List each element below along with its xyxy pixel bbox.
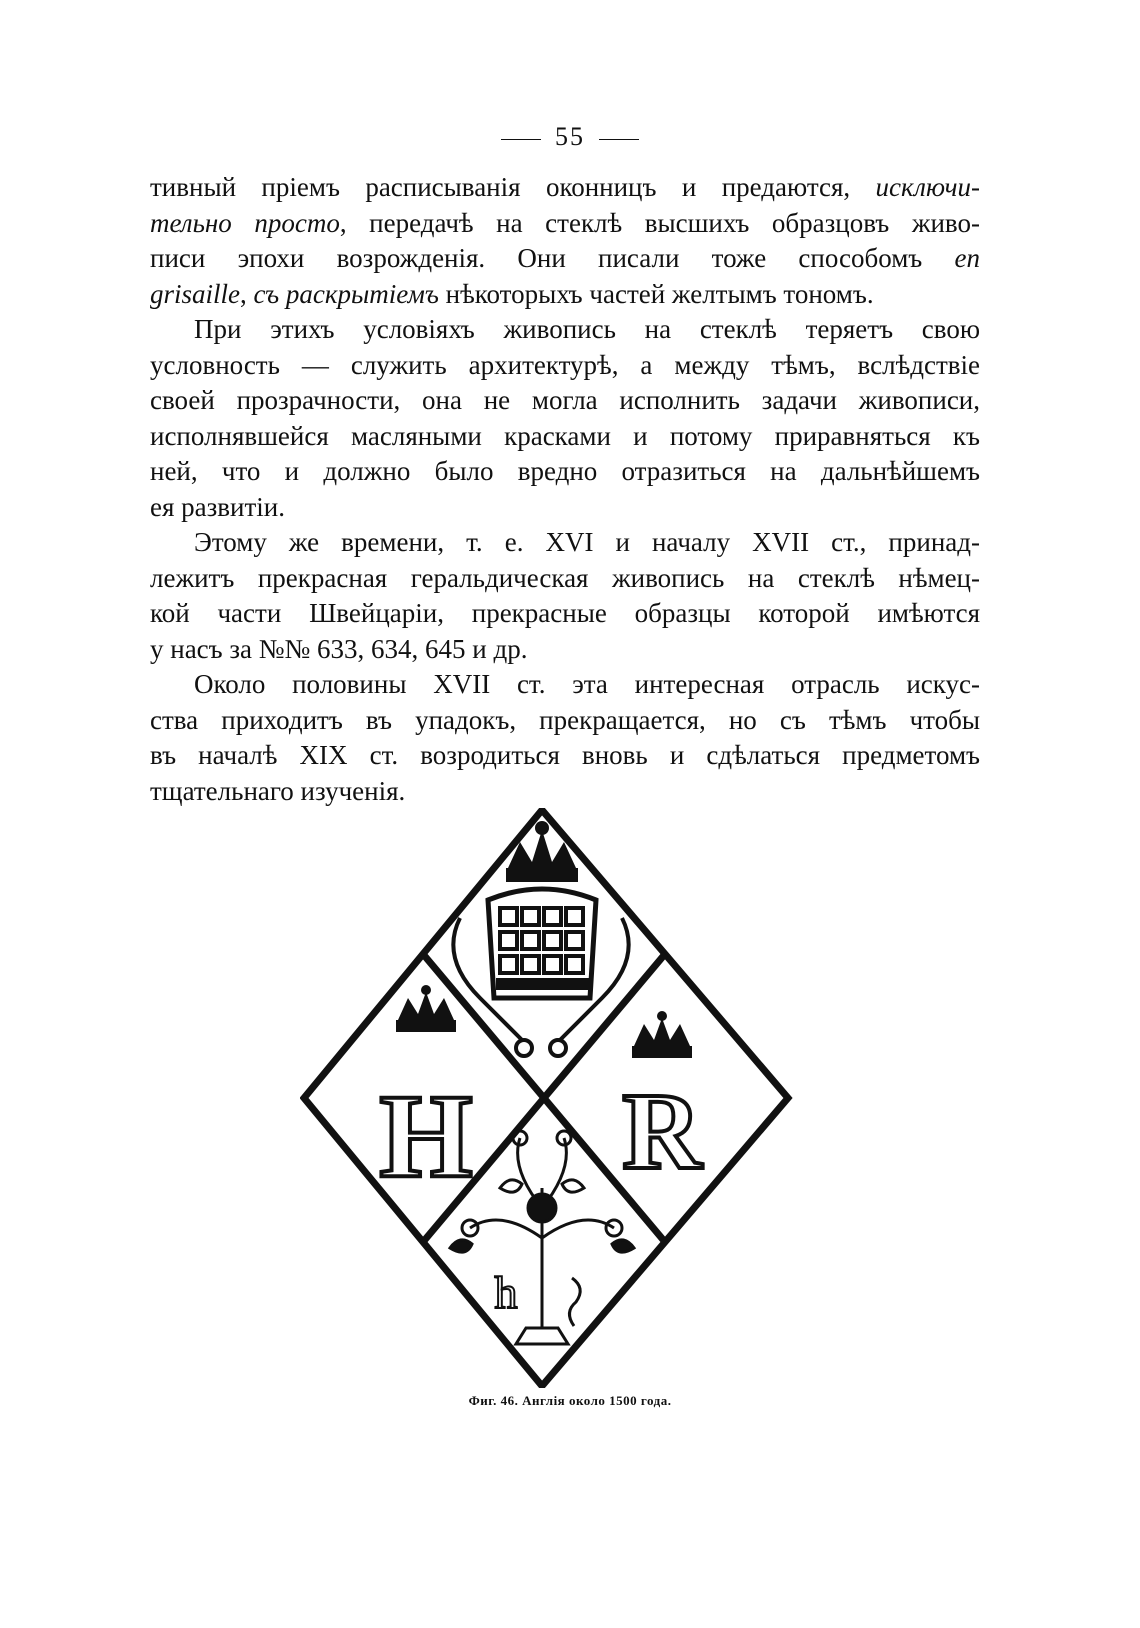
text-line [150, 525, 980, 561]
text-line [150, 241, 980, 277]
text-run: en [954, 243, 980, 273]
text-run: въ началѣ XIX ст. возродиться вновь и сдѣлаться предметомъ [150, 740, 980, 770]
text-run: тщательнаго изученія. [150, 775, 406, 806]
stained-glass-figure [300, 808, 840, 1388]
figure-caption: Фиг. 46. Англія около 1500 года. [468, 1393, 672, 1408]
text-run: съ раскрытіемъ [253, 278, 439, 309]
text-line [150, 561, 980, 597]
text-run: условность — служить архитектурѣ, а между тѣмъ, вслѣдствіе [150, 349, 980, 380]
text-run: нѣкоторыхъ частей желтымъ тономъ. [438, 278, 874, 309]
text-run: тивный пріемъ расписыванія оконницъ и предаются, [150, 172, 876, 202]
page-number-dash-left [501, 139, 541, 140]
text-line [150, 383, 980, 419]
text-line [150, 632, 980, 668]
text-line [150, 596, 980, 632]
letter-bottom: h [494, 1267, 518, 1318]
text-line [150, 703, 980, 739]
text-line [150, 774, 980, 810]
text-run: ства приходитъ въ упадокъ, прекращается, но съ тѣмъ чтобы [150, 704, 980, 735]
text-run: ея развитіи. [150, 491, 285, 522]
letter-right: R [622, 1070, 702, 1192]
text-line [150, 490, 980, 526]
text-line [150, 348, 980, 384]
page-number-dash-right [599, 139, 639, 140]
letter-left: H [379, 1069, 473, 1202]
text-line [150, 454, 980, 490]
text-run: своей прозрачности, она не могла исполнить задачи живописи, [150, 385, 980, 415]
text-line [150, 170, 980, 206]
text-run: grisaille [150, 278, 241, 309]
text-run: ней, что и должно было вредно отразиться на дальнѣйшемъ [150, 456, 980, 486]
text-run: , [240, 278, 254, 309]
text-line [150, 277, 980, 313]
paragraph [150, 170, 980, 312]
crown-letter-r-emblem [622, 1011, 703, 1192]
paragraph [150, 525, 980, 667]
text-line [150, 419, 980, 455]
text-run: писи эпохи возрожденія. Они писали тоже способомъ [150, 243, 955, 273]
page-number: 55 [0, 122, 1140, 152]
text-run: тельно просто [150, 207, 340, 238]
body-text [150, 170, 980, 809]
text-run: исключи- [875, 172, 980, 202]
text-run: у насъ за №№ 633, 634, 645 и др. [150, 633, 528, 664]
text-run: исполнявшейся масляными красками и потому приравняться къ [150, 420, 980, 451]
text-line [150, 312, 980, 348]
text-line [150, 667, 980, 703]
text-run: , передачѣ на стеклѣ высшихъ образцовъ живо- [339, 207, 980, 238]
text-line [150, 738, 980, 774]
text-run: Этому же времени, т. е. XVI и началу XVII ст., принад- [194, 527, 980, 557]
text-line [150, 206, 980, 242]
paragraph [150, 312, 980, 525]
crown-letter-h-emblem [379, 985, 472, 1202]
text-run: При этихъ условіяхъ живопись на стеклѣ теряетъ свою [194, 314, 980, 344]
paragraph [150, 667, 980, 809]
text-run: Около половины XVII ст. эта интересная отрасль искус- [194, 669, 980, 699]
text-run: лежитъ прекрасная геральдическая живопись на стеклѣ нѣмец- [150, 562, 980, 593]
text-run: кой части Швейцаріи, прекрасные образцы которой имѣются [150, 598, 980, 628]
